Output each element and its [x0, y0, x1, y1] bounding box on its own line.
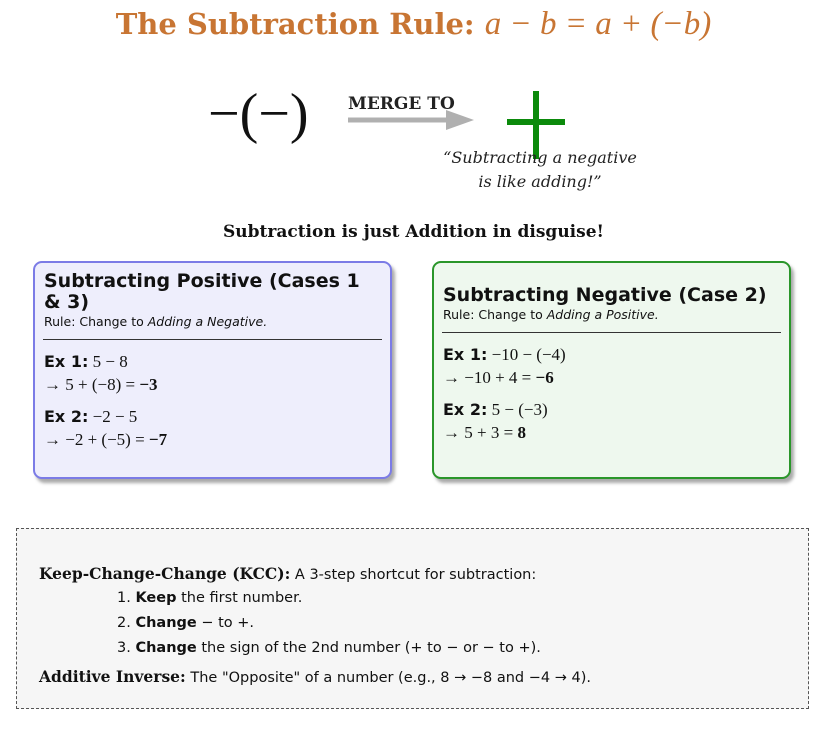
kcc-step-3: [117, 640, 541, 656]
example-2: [443, 398, 780, 444]
merge-label: MERGE TO: [348, 94, 455, 114]
step-text: the first number.: [176, 590, 303, 606]
example-expression: 5 − 8: [92, 352, 128, 371]
rule-prefix: Rule: Change to: [443, 307, 547, 322]
additive-inverse-text: The "Opposite" of a number (e.g., 8 → −8 and −4 → 4).: [185, 670, 591, 686]
step-keyword: Keep: [135, 590, 177, 606]
additive-inverse-heading: Additive Inverse:: [39, 667, 186, 686]
step-number: 3.: [117, 640, 131, 656]
title-text: The Subtraction Rule:: [115, 7, 475, 41]
quote-text: [425, 146, 655, 194]
example-expression: −2 − 5: [92, 407, 138, 426]
quote-line-2: is like adding!”: [478, 172, 602, 191]
kcc-intro: A 3-step shortcut for subtraction:: [290, 567, 537, 583]
card-subtracting-positive: [33, 261, 392, 479]
kcc-heading: Keep-Change-Change (KCC):: [39, 564, 291, 583]
example-result-prefix: → −2 + (−5) =: [44, 430, 149, 449]
example-label: Ex 1:: [443, 345, 488, 364]
title-formula: a − b = a + (−b): [484, 6, 712, 42]
example-result: −6: [535, 368, 554, 387]
rule-prefix: Rule: Change to: [44, 314, 148, 329]
page-title: [0, 6, 827, 43]
additive-inverse-line: [39, 667, 591, 686]
minus-minus-symbol: −(−): [208, 83, 309, 145]
card-divider: [43, 339, 382, 340]
kcc-box: [16, 528, 809, 709]
example-2: [44, 405, 381, 451]
step-number: 1.: [117, 590, 131, 606]
example-result: −7: [148, 430, 168, 449]
example-result: 8: [517, 423, 526, 442]
example-result: −3: [139, 375, 158, 394]
step-keyword: Change: [135, 615, 197, 631]
card-rule: [44, 314, 381, 329]
step-keyword: Change: [135, 640, 197, 656]
card-divider: [442, 332, 781, 333]
kcc-intro-line: [39, 564, 536, 583]
rule-emphasis: Adding a Positive.: [546, 307, 659, 322]
kcc-step-2: [117, 615, 254, 631]
subtitle: Subtraction is just Addition in disguise!: [223, 222, 604, 242]
example-1: [44, 350, 381, 396]
kcc-step-1: [117, 590, 302, 606]
step-text: the sign of the 2nd number (+ to − or − to +).: [196, 640, 541, 656]
card-title: Subtracting Negative (Case 2): [443, 284, 767, 306]
card-rule: [443, 307, 780, 322]
example-expression: −10 − (−4): [491, 345, 566, 364]
example-label: Ex 2:: [443, 400, 488, 419]
example-1: [443, 343, 780, 389]
example-expression: 5 − (−3): [491, 400, 548, 419]
example-result-prefix: → 5 + 3 =: [443, 423, 518, 442]
step-text: − to +.: [196, 615, 255, 631]
example-result-prefix: → −10 + 4 =: [443, 368, 536, 387]
quote-line-1: “Subtracting a negative: [443, 148, 637, 167]
example-result-prefix: → 5 + (−8) =: [44, 375, 140, 394]
example-label: Ex 2:: [44, 407, 89, 426]
step-number: 2.: [117, 615, 131, 631]
card-title: Subtracting Positive (Cases 1 & 3): [44, 270, 360, 313]
rule-emphasis: Adding a Negative.: [147, 314, 268, 329]
example-label: Ex 1:: [44, 352, 89, 371]
card-subtracting-negative: [432, 261, 791, 479]
